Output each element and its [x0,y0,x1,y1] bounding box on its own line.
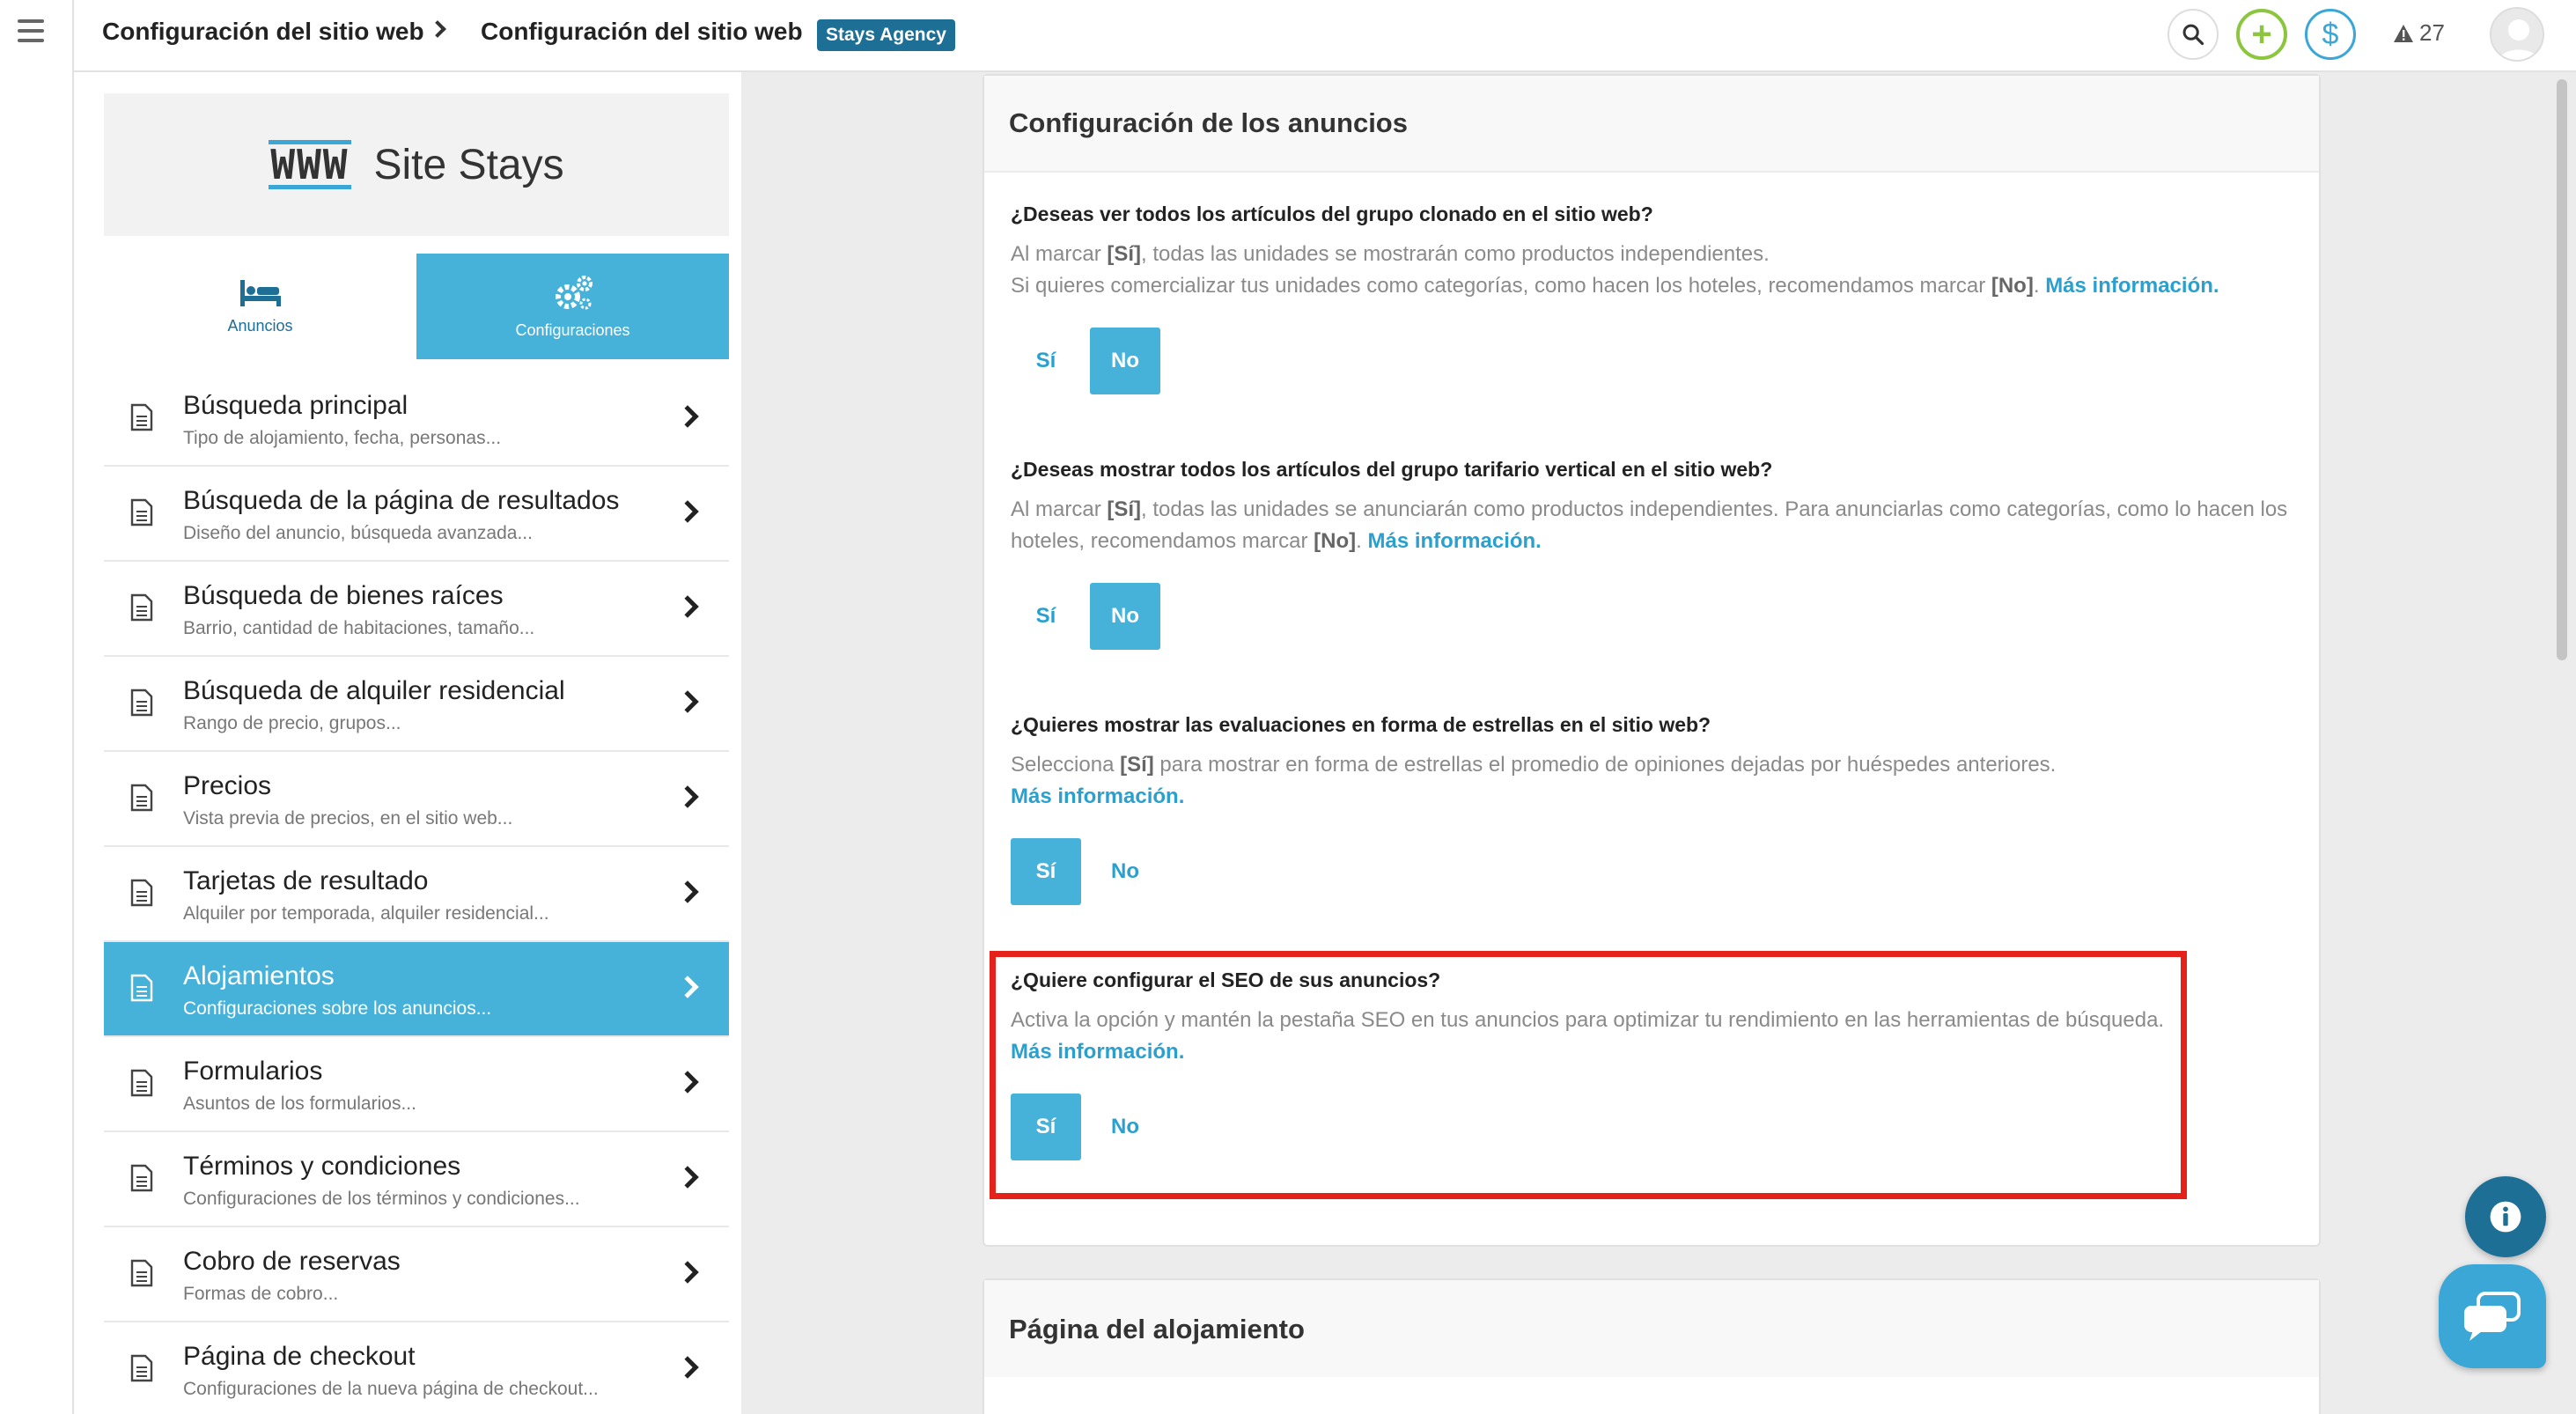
site-title: Site Stays [373,141,564,188]
sidebar-item-cobro-reservas[interactable] [104,1227,729,1322]
setting-description [1011,239,2219,302]
top-bar [74,0,2576,72]
sidebar-item-busqueda-principal[interactable] [104,372,729,467]
sidebar-item-title: Página de checkout [183,1342,416,1371]
sidebar-item-title: Búsqueda de alquiler residencial [183,676,565,705]
user-icon [2491,9,2544,62]
yes-no-toggle [1011,583,1160,650]
desc-text: . [1356,529,1362,553]
hamburger-menu-icon[interactable] [18,19,44,42]
alerts-button[interactable] [2393,19,2445,47]
sidebar-item-title: Cobro de reservas [183,1247,401,1276]
sidebar-item-title: Precios [183,771,272,800]
sidebar-item-title: Búsqueda principal [183,391,408,420]
sidebar-item-subtitle: Configuraciones sobre los anuncios... [183,998,492,1019]
sidebar-item-title: Tarjetas de resultado [183,866,429,895]
sidebar-item-title: Búsqueda de bienes raíces [183,581,504,610]
document-icon [130,498,153,527]
yes-option[interactable]: Sí [1011,328,1081,394]
sidebar-tabs [104,254,729,359]
desc-bold: [Sí] [1107,497,1142,521]
sidebar-item-title: Búsqueda de la página de resultados [183,486,620,515]
sidebar-item-checkout[interactable] [104,1322,729,1414]
document-icon [130,689,153,717]
sidebar-item-formularios[interactable] [104,1037,729,1132]
desc-text: Si quieres comercializar tus unidades como categorías, como hacen los hoteles, recomendamos marcar [1011,274,1991,298]
yes-option[interactable]: Sí [1011,838,1081,905]
sidebar-item-precios[interactable] [104,752,729,847]
dollar-icon: $ [2322,17,2339,51]
sidebar-item-title: Términos y condiciones [183,1152,461,1181]
desc-text: para mostrar en forma de estrellas el promedio de opiniones dejadas por huéspedes anteriores. [1153,753,2057,777]
info-icon [2489,1200,2522,1234]
settings-sidebar [74,72,741,1414]
sidebar-item-bienes-raices[interactable] [104,562,729,657]
desc-text: Activa la opción y mantén la pestaña SEO en tus anuncios para optimizar tu rendimiento en las herramientas de búsqueda. [1011,1008,2165,1032]
desc-bold: [No] [1991,274,2034,298]
sidebar-item-subtitle: Rango de precio, grupos... [183,713,401,733]
chevron-right-icon [676,595,698,617]
setting-cloned-group [1011,203,2219,302]
bed-icon [239,278,283,308]
agency-badge: Stays Agency [817,19,955,51]
seo-highlight-box [990,951,2187,1199]
www-logo: WWW [270,141,350,188]
no-option[interactable]: No [1090,328,1160,394]
sidebar-item-subtitle: Tipo de alojamiento, fecha, personas... [183,428,502,448]
card-title: Configuración de los anuncios [984,76,2319,173]
yes-option[interactable]: Sí [1011,583,1081,650]
alert-count: 27 [2419,19,2445,46]
chevron-right-icon [676,1356,698,1378]
desc-text: Al marcar [1011,242,1108,266]
yes-no-toggle [1011,838,1160,905]
tab-configuraciones[interactable] [416,254,729,359]
settings-menu [104,372,729,1414]
desc-text: Selecciona [1011,753,1121,777]
sidebar-item-subtitle: Barrio, cantidad de habitaciones, tamaño... [183,618,535,638]
setting-description [1011,494,2296,557]
sidebar-item-subtitle: Vista previa de precios, en el sitio web... [183,808,513,829]
tab-anuncios[interactable] [104,254,416,359]
more-info-link[interactable]: Más información. [1011,784,1185,808]
add-button[interactable] [2236,9,2287,60]
site-header [104,93,729,236]
breadcrumb-current: Configuración del sitio web [481,18,803,45]
sidebar-item-terminos[interactable] [104,1132,729,1227]
chevron-right-icon [429,20,446,38]
chat-button[interactable] [2439,1264,2546,1368]
document-icon [130,1354,153,1382]
desc-bold: [No] [1314,529,1357,553]
more-info-link[interactable]: Más información. [1367,529,1542,553]
document-icon [130,1069,153,1097]
no-option[interactable]: No [1090,583,1160,650]
document-icon [130,403,153,431]
sidebar-item-subtitle: Diseño del anuncio, búsqueda avanzada... [183,523,533,543]
breadcrumb-root[interactable]: Configuración del sitio web [102,18,424,45]
sidebar-item-subtitle: Asuntos de los formularios... [183,1094,416,1114]
document-icon [130,593,153,622]
more-info-link[interactable]: Más información. [2045,274,2219,298]
desc-text: , todas las unidades se mostrarán como productos independientes. [1141,242,1770,266]
sidebar-item-title: Alojamientos [183,961,335,991]
search-icon [2181,22,2205,47]
sidebar-item-alquiler-residencial[interactable] [104,657,729,752]
search-button[interactable] [2168,9,2219,60]
chevron-right-icon [676,1261,698,1283]
billing-button[interactable] [2305,9,2356,60]
yes-no-toggle [1011,328,1160,394]
chevron-right-icon [676,1166,698,1188]
left-rail [0,0,74,1414]
sidebar-item-alojamientos[interactable] [104,942,729,1037]
document-icon [130,974,153,1002]
warning-icon [2393,24,2414,43]
tab-configuraciones-label: Configuraciones [515,320,630,339]
user-avatar[interactable] [2490,7,2544,62]
sidebar-item-tarjetas-resultado[interactable] [104,847,729,942]
setting-question: ¿Quieres mostrar las evaluaciones en forma de estrellas en el sitio web? [1011,713,1711,736]
no-option[interactable]: No [1090,838,1160,905]
setting-star-ratings [1011,713,2056,813]
desc-bold: [Sí] [1107,242,1142,266]
document-icon [130,784,153,812]
chevron-right-icon [676,405,698,427]
card-title: Página del alojamiento [984,1280,2319,1377]
desc-text: , todas las unidades se anunciarán como productos independientes. Para anunciarlas como categorías, como lo hacen los hoteles, recomendamos marcar [1011,497,2288,553]
sidebar-item-busqueda-resultados[interactable] [104,467,729,562]
more-info-link[interactable]: Más información. [1011,1040,1185,1064]
listing-page-card [983,1278,2321,1414]
sidebar-item-subtitle: Alquiler por temporada, alquiler residencial... [183,903,549,924]
page-scrollbar[interactable] [2557,79,2567,660]
plus-icon: + [2251,15,2272,54]
gears-icon [552,274,594,313]
sidebar-item-subtitle: Configuraciones de los términos y condiciones... [183,1189,580,1209]
chevron-right-icon [676,976,698,998]
setting-description [1011,749,2056,813]
chevron-right-icon [676,1071,698,1093]
setting-question: ¿Quiere configurar el SEO de sus anuncios? [1011,968,1441,991]
desc-text: Al marcar [1011,497,1108,521]
document-icon [130,879,153,907]
setting-question: ¿Deseas mostrar todos los artículos del grupo tarifario vertical en el sitio web? [1011,458,1773,481]
chevron-right-icon [676,500,698,522]
sidebar-item-title: Formularios [183,1057,323,1086]
chevron-right-icon [676,880,698,902]
yes-option[interactable]: Sí [1011,1094,1081,1160]
setting-question: ¿Deseas ver todos los artículos del grupo clonado en el sitio web? [1011,203,1653,225]
document-icon [130,1164,153,1192]
desc-text: . [2033,274,2040,298]
setting-vertical-rate-group [1011,458,2296,557]
document-icon [130,1259,153,1287]
sidebar-item-subtitle: Configuraciones de la nueva página de checkout... [183,1379,599,1399]
chevron-right-icon [676,690,698,712]
info-button[interactable] [2465,1176,2546,1257]
chat-icon [2461,1290,2524,1343]
no-option[interactable]: No [1090,1094,1160,1160]
desc-bold: [Sí] [1120,753,1154,777]
sidebar-item-subtitle: Formas de cobro... [183,1284,339,1304]
chevron-right-icon [676,785,698,807]
tab-anuncios-label: Anuncios [227,316,293,335]
